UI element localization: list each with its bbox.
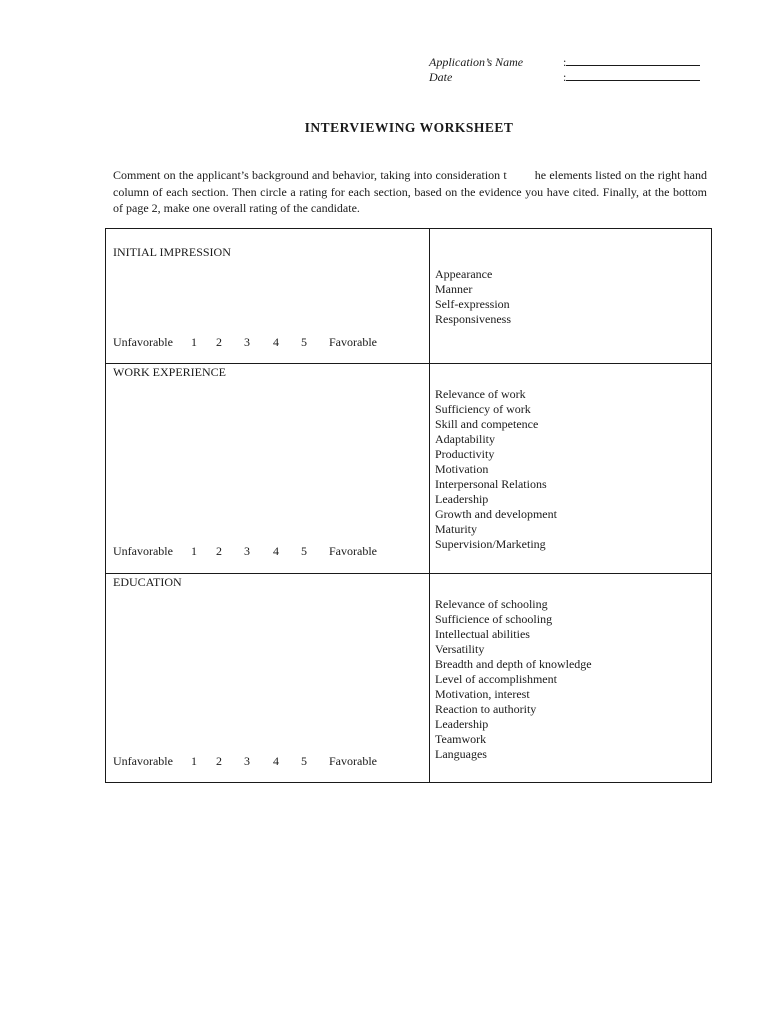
- criteria-item: Maturity: [435, 522, 477, 536]
- applicant-name-label: Application’s Name: [429, 55, 524, 69]
- date-row: [429, 70, 700, 84]
- rating-option-5[interactable]: 5: [301, 754, 307, 768]
- criteria-item: Sufficience of schooling: [435, 612, 553, 626]
- instructions-text-1: Comment on the applicant’s background and behavior, taking into consideration t: [113, 168, 507, 182]
- rating-option-4[interactable]: 4: [273, 544, 279, 558]
- criteria-item: Relevance of schooling: [435, 597, 548, 611]
- worksheet-title: INTERVIEWING WORKSHEET: [304, 120, 514, 135]
- criteria-item: Languages: [435, 747, 487, 761]
- criteria-list-work-experience: [435, 387, 557, 552]
- applicant-name-field[interactable]: [566, 55, 700, 66]
- date-label: Date: [429, 70, 453, 84]
- rating-high-label: Favorable: [329, 544, 377, 558]
- rating-option-1[interactable]: 1: [191, 544, 197, 558]
- criteria-item: Responsiveness: [435, 312, 511, 326]
- rating-option-3[interactable]: 3: [244, 544, 250, 558]
- rating-option-3[interactable]: 3: [244, 335, 250, 349]
- rating-option-2[interactable]: 2: [216, 335, 222, 349]
- rating-scale-initial-impression: [113, 335, 413, 349]
- rating-option-1[interactable]: 1: [191, 335, 197, 349]
- rating-scale-work-experience: [113, 544, 413, 558]
- row-divider: [106, 573, 711, 574]
- rating-option-5[interactable]: 5: [301, 544, 307, 558]
- criteria-item: Leadership: [435, 492, 489, 506]
- evaluation-table: [105, 228, 712, 783]
- criteria-item: Motivation: [435, 462, 489, 476]
- criteria-item: Sufficiency of work: [435, 402, 531, 416]
- column-divider: [429, 229, 430, 782]
- rating-scale-education: [113, 754, 413, 768]
- applicant-name-colon: :: [563, 55, 567, 69]
- date-colon: :: [563, 70, 567, 84]
- criteria-item: Manner: [435, 282, 473, 296]
- criteria-item: Supervision/Marketing: [435, 537, 546, 551]
- applicant-name-row: [429, 55, 700, 69]
- criteria-item: Level of accomplishment: [435, 672, 557, 686]
- criteria-item: Intellectual abilities: [435, 627, 530, 641]
- criteria-item: Relevance of work: [435, 387, 526, 401]
- criteria-item: Skill and competence: [435, 417, 539, 431]
- criteria-item: Teamwork: [435, 732, 487, 746]
- section-heading-initial-impression: INITIAL IMPRESSION: [113, 245, 231, 259]
- rating-low-label: Unfavorable: [113, 335, 173, 349]
- rating-option-1[interactable]: 1: [191, 754, 197, 768]
- criteria-item: Reaction to authority: [435, 702, 537, 716]
- date-field[interactable]: [566, 70, 700, 81]
- criteria-item: Adaptability: [435, 432, 495, 446]
- rating-high-label: Favorable: [329, 754, 377, 768]
- criteria-item: Motivation, interest: [435, 687, 530, 701]
- rating-low-label: Unfavorable: [113, 544, 173, 558]
- criteria-item: Growth and development: [435, 507, 557, 521]
- section-heading-education: EDUCATION: [113, 575, 182, 589]
- criteria-item: Self-expression: [435, 297, 510, 311]
- rating-low-label: Unfavorable: [113, 754, 173, 768]
- rating-option-4[interactable]: 4: [273, 335, 279, 349]
- section-heading-work-experience: WORK EXPERIENCE: [113, 365, 226, 379]
- criteria-item: Versatility: [435, 642, 485, 656]
- instructions-text-2: he elements listed on the right hand column of each section. Then circle a rating for each section, based on the evidence you have cited. Finally, at the bottom of page 2, make one overall rating of the candidate.: [113, 168, 707, 215]
- rating-option-3[interactable]: 3: [244, 754, 250, 768]
- rating-high-label: Favorable: [329, 335, 377, 349]
- criteria-item: Appearance: [435, 267, 493, 281]
- criteria-list-initial-impression: [435, 267, 511, 327]
- rating-option-2[interactable]: 2: [216, 544, 222, 558]
- criteria-list-education: [435, 597, 592, 762]
- rating-option-2[interactable]: 2: [216, 754, 222, 768]
- criteria-item: Breadth and depth of knowledge: [435, 657, 592, 671]
- instructions: [113, 167, 707, 217]
- rating-option-5[interactable]: 5: [301, 335, 307, 349]
- row-divider: [106, 363, 711, 364]
- rating-option-4[interactable]: 4: [273, 754, 279, 768]
- criteria-item: Productivity: [435, 447, 495, 461]
- criteria-item: Leadership: [435, 717, 489, 731]
- criteria-item: Interpersonal Relations: [435, 477, 547, 491]
